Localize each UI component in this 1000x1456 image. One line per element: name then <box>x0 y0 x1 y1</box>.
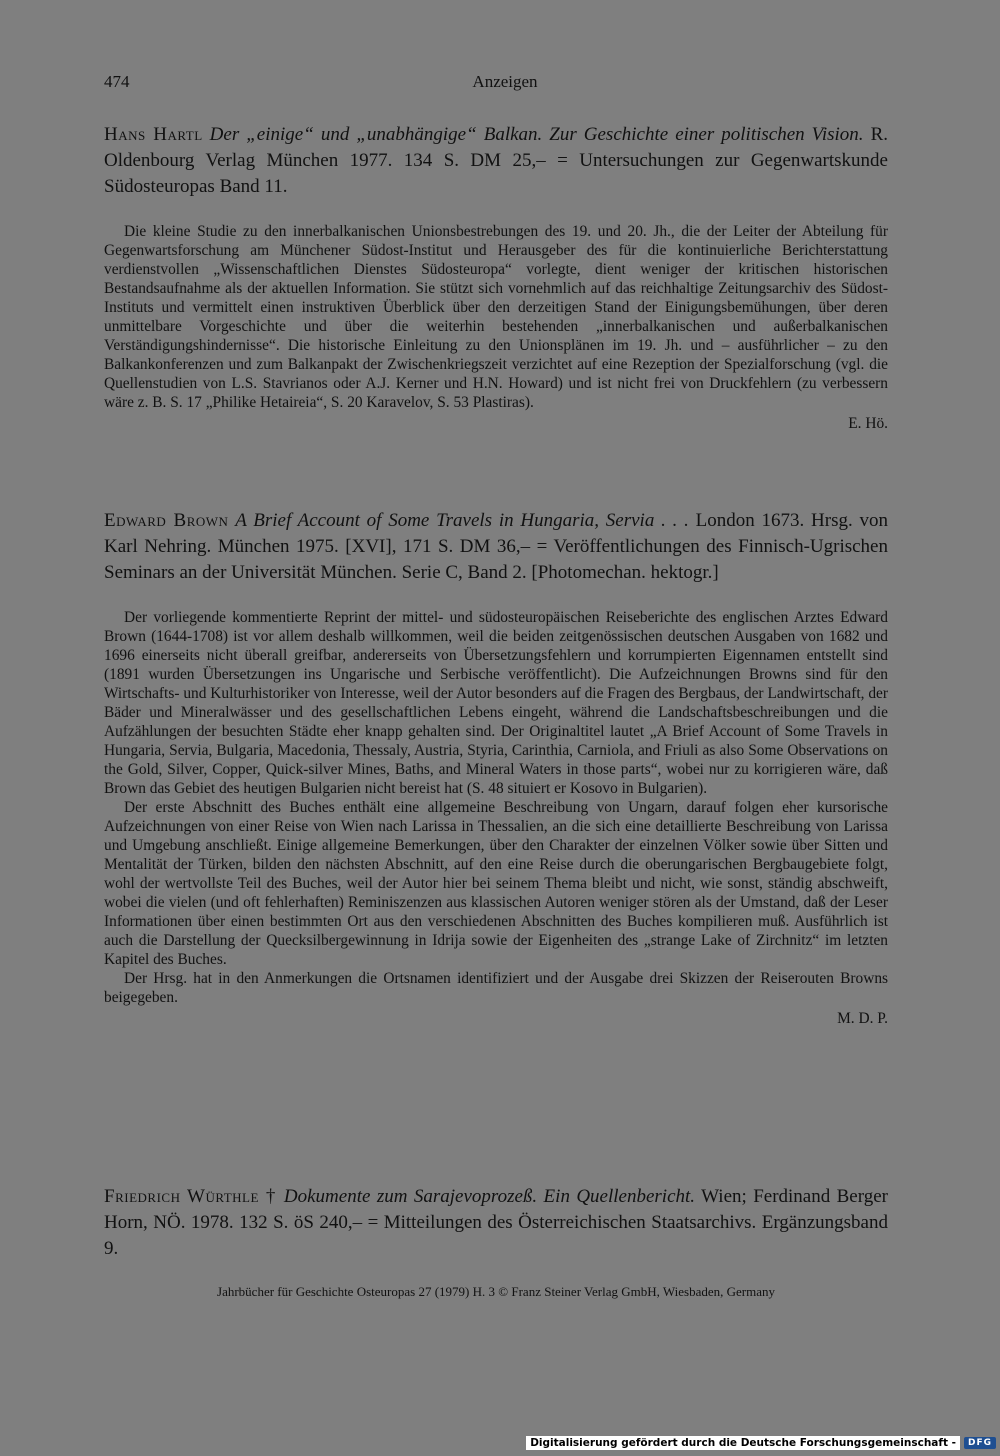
book-title: Der „einige“ und „unabhängige“ Balkan. Zur Geschichte einer politischen Vision. <box>209 124 864 145</box>
citation <box>104 508 888 586</box>
review-entry <box>104 122 888 433</box>
journal-footer: Jahrbücher für Geschichte Osteuropas 27 (1979) H. 3 © Franz Steiner Verlag GmbH, Wiesbaden, Germany <box>217 1284 775 1299</box>
citation <box>104 1184 888 1262</box>
review-entry <box>104 508 888 1028</box>
book-title: A Brief Account of Some Travels in Hungaria, Servia . . . <box>235 510 689 531</box>
author-name: Edward Brown <box>104 510 229 531</box>
publication-details: London 1673. Hrsg. von Karl Nehring. München 1975. [XVI], 171 S. DM 36,– = Veröffentlichungen des Finnisch-Ugrischen Seminars an der Universität München. Serie C, Band 2. [Photomechan. hektogr.] <box>104 510 888 583</box>
reviewer-initials: E. Hö. <box>848 415 888 432</box>
review-entry <box>104 1184 888 1262</box>
paragraph: Der erste Abschnitt des Buches enthält eine allgemeine Beschreibung von Ungarn, darauf folgen eher kursorische Aufzeichnungen von einer Reise von Wien nach Larissa in Thessalien, an die sich eine detaillierte Beschreibung von Larissa und Umgebung anschließt. Einige allgemeine Bemerkungen, über den Charakter der einzelnen Völker sowie über Sitten und Mentalität der Türken, bilden den nächsten Abschnitt, auf den eine Reise durch die oberungarischen Bergbaugebiete folgt, wohl der wertvollste Teil des Buches, weil der Autor hier bei seinem Thema bleibt und nicht, wie sonst, ständig abschweift, wobei die vielen (und oft fehlerhaften) Reminiszenzen aus klassischen Autoren weniger stören als der Umstand, daß der Leser Informationen über einen bestimmten Ort aus den verschiedenen Abschnitten des Buches kompilieren muß. Ausführlich ist auch die Darstellung der Quecksilbergewinnung in Idrija sowie der Eigenheiten des „strange Lake of Zirchnitz“ im letzten Kapitel des Buches. <box>104 799 888 968</box>
digitization-banner <box>526 1436 996 1450</box>
reviewer-initials: M. D. P. <box>837 1010 888 1027</box>
dfg-logo-icon: DFG <box>964 1437 996 1449</box>
paragraph: Der vorliegende kommentierte Reprint der mittel- und südosteuropäischen Reiseberichte des englischen Arztes Edward Brown (1644-1708) ist vor allem deshalb willkommen, weil die beiden zeitgenössischen deutschen Ausgaben von 1682 und 1696 einerseits nicht überall greifbar, andererseits von Übersetzungsfehlern und korrumpierten Eigennamen entstellt sind (1891 wurden Übersetzungen ins Ungarische und Serbische veröffentlicht). Die Aufzeichnungen Browns sind für den Wirtschafts- und Kulturhistoriker von Interesse, weil der Autor besonders auf die Fragen des Bergbaus, der Landwirtschaft, der Bäder und Mineralwässer und des gesellschaftlichen Lebens eingeht, während die Landschaftsbeschreibungen und die Aufzählungen der besuchten Städte eher knapp gehalten sind. Der Originaltitel lautet „A Brief Account of Some Travels in Hungaria, Servia, Bulgaria, Macedonia, Thessaly, Austria, Styria, Carinthia, Carniola, and Friuli as also Some Observations on the Gold, Silver, Copper, Quick-silver Mines, Baths, and Mineral Waters in those parts“, wobei nur zu korrigieren wäre, daß Brown das Gebiet des heutigen Bulgarien nicht bereist hat (S. 48 situiert er Kosovo in Bulgarien). <box>104 609 888 797</box>
review-text <box>104 608 888 1007</box>
paragraph: Die kleine Studie zu den innerbalkanischen Unionsbestrebungen des 19. und 20. Jh., die der Leiter der Abteilung für Gegenwartsforschung am Münchener Südost-Institut und Herausgeber des für die kontinuierliche Berichterstattung verdienstvollen „Wissenschaftlichen Dienstes Südosteuropa“ vorlegte, dient weniger der kritischen historischen Bestandsaufnahme als der aktuellen Information. Sie stützt sich vornehmlich auf das reichhaltige Zeitungsarchiv des Südost-Instituts und vermittelt einen instruktiven Überblick über den derzeitigen Stand der Einigungsbemühungen, über deren unmittelbare Vorgeschichte und über die weiterhin bestehenden „innerbalkanischen und außerbalkanischen Verständigungshindernisse“. Die historische Einleitung zu den Unionsplänen im 19. Jh. und – ausführlicher – zu den Balkankonferenzen und zum Balkanpakt der Zwischenkriegszeit verzichtet auf eine Rezeption der Spezialforschung (vgl. die Quellenstudien von L.S. Stavrianos oder A.J. Kerner und H.N. Howard) und ist nicht frei von Druckfehlern (zu verbessern wäre z. B. S. 17 „Philike Hetaireia“, S. 20 Karavelov, S. 53 Plastiras). <box>104 223 888 411</box>
paragraph: Der Hrsg. hat in den Anmerkungen die Ortsnamen identifiziert und der Ausgabe drei Skizzen der Reiserouten Browns beigegeben. <box>104 970 888 1006</box>
publication-details: R. Oldenbourg Verlag München 1977. 134 S. DM 25,– = Untersuchungen zur Gegenwartskunde Südosteuropas Band 11. <box>104 124 889 197</box>
publication-details: Wien; Ferdinand Berger Horn, NÖ. 1978. 132 S. öS 240,– = Mitteilungen des Österreichischen Staatsarchivs. Ergänzungsband 9. <box>104 1186 888 1259</box>
review-text <box>104 222 888 412</box>
digitization-note: Digitalisierung gefördert durch die Deutsche Forschungsgemeinschaft - <box>526 1436 960 1450</box>
citation <box>104 122 888 200</box>
author-name: Hans Hartl <box>104 124 203 145</box>
page-number: 474 <box>104 72 130 91</box>
book-title: Dokumente zum Sarajevoprozeß. Ein Quellenbericht. <box>283 1186 696 1207</box>
author-name: Friedrich Würthle † <box>104 1186 278 1207</box>
running-head: Anzeigen <box>472 72 538 91</box>
